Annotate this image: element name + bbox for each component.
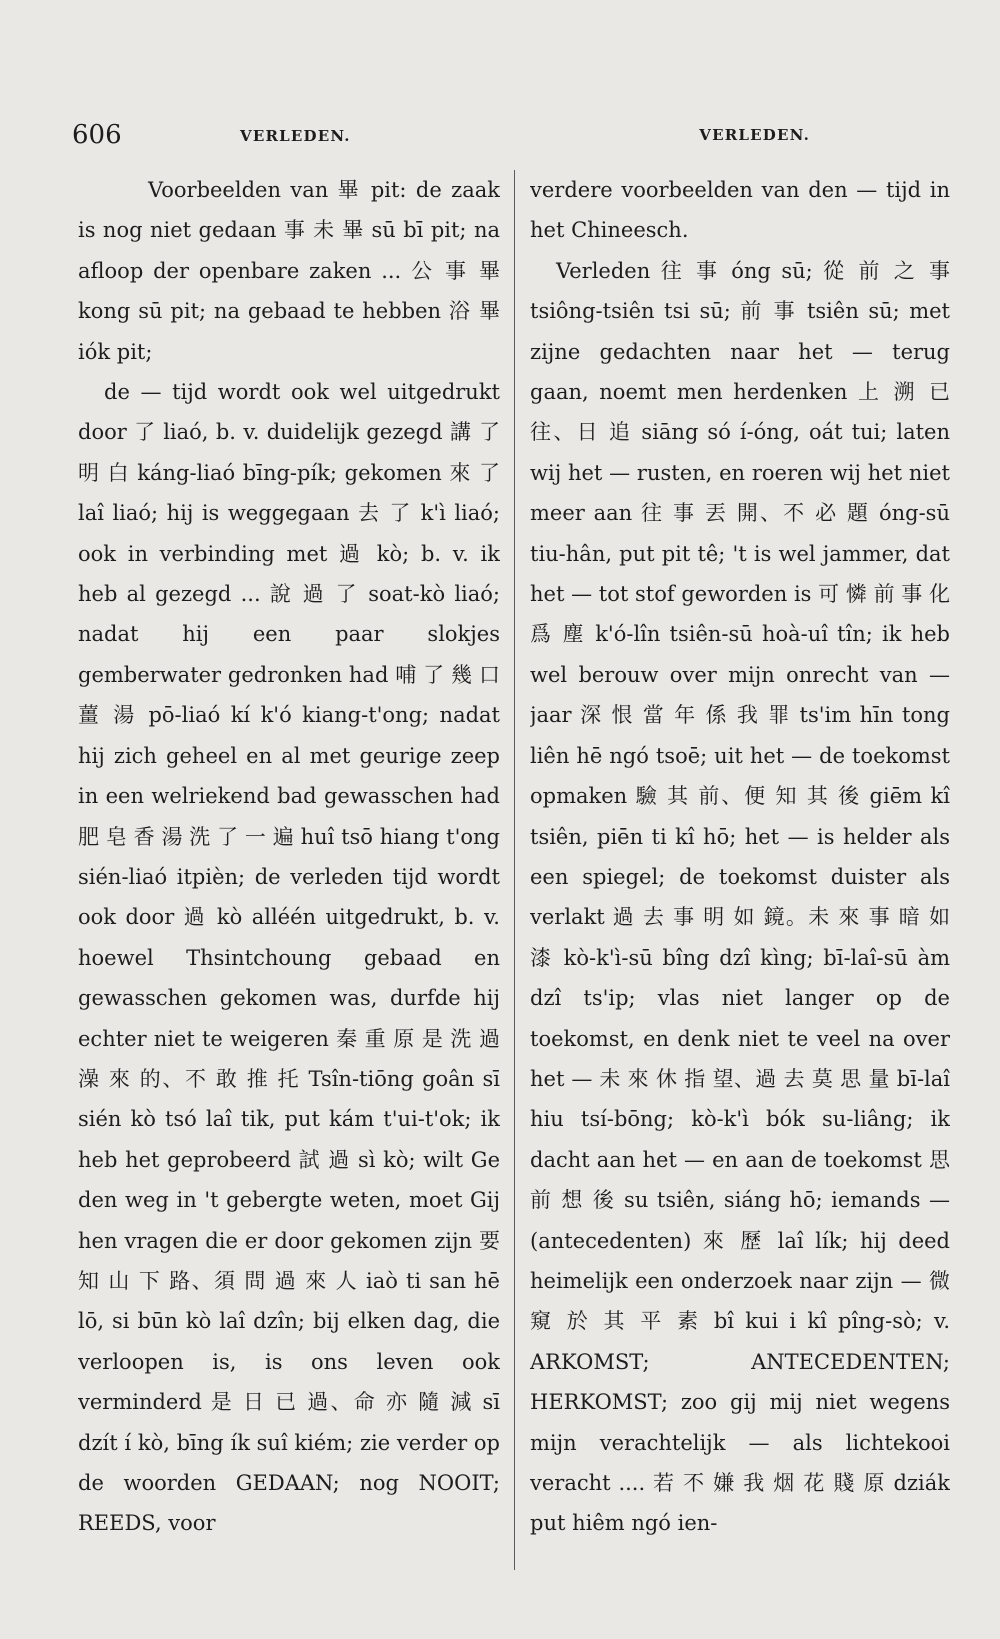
left-paragraph-2: de — tijd wordt ook wel uitgedrukt door 了 liaó, b. v. duidelijk gezegd 講 了 明 白 káng-liaó bīng-pík; gekomen 來 了 laî liaó; hij is weggegaan 去 了 k'ì liaó; ook in verbinding met 過 kò; b. v. ik heb al gezegd ... 說 過 了 soat-kò liaó; nadat hij een paar slokjes gemberwater gedronken had 哺 了 幾 口 薑 湯 pō-liaó kí k'ó kiang-t'ong; nadat hij zich geheel en al met geurige zeep in een welriekend bad gewasschen had 肥 皂 香 湯 洗 了 一 遍 huî tsō hiang t'ong sién-liaó itpièn; de verleden tijd wordt ook door 過 kò alléén uitgedrukt, b. v. hoewel Thsintchoung gebaad en gewasschen gekomen was, durfde hij echter niet te weigeren 秦 重 原 是 洗 過 澡 來 的、不 敢 推 托 Tsîn-tiōng goân sī sién kò tsó laî tik, put kám t'ui-t'ok; ik heb het geprobeerd 試 過 sì kò; wilt Ge den weg in 't gebergte weten, moet Gij hen vragen die er door gekomen zijn 要 知 山 下 路、須 問 過 來 人 iaò ti san hē lō, si būn kò laî dzîn; bij elken dag, die verloopen is, is ons leven ook verminderd 是 日 已 過、命 亦 隨 減 sī dzít í kò, bīng ík suî kiém; zie verder op de woorden GEDAAN; nog NOOIT; REEDS, voor [78,380,500,1536]
running-title-left: VERLEDEN. [240,127,351,145]
right-column [530,170,950,1570]
left-column [78,170,500,1570]
page-number: 606 [72,120,122,150]
running-title-right: VERLEDEN. [699,126,810,144]
page-header [72,120,810,160]
column-divider [514,170,515,1570]
right-paragraph-2: Verleden 往 事 óng sū; 從 前 之 事 tsiông-tsiên tsi sū; 前 事 tsiên sū; met zijne gedachten naar het — terug gaan, noemt men herdenken 上 溯 已 往、日 追 siāng só í-óng, oát tui; laten wij het — rusten, en roeren wij het niet meer aan 往 事 丟 開、不 必 題 óng-sū tiu-hân, put pit tê; 't is wel jammer, dat het — tot stof geworden is 可 憐 前 事 化 爲 塵 k'ó-lîn tsiên-sū hoà-uî tîn; ik heb wel berouw over mijn onrecht van — jaar 深 恨 當 年 係 我 罪 ts'im hīn tong liên hē ngó tsoē; uit het — de toekomst opmaken 驗 其 前、便 知 其 後 giēm kî tsiên, piēn ti kî hō; het — is helder als een spiegel; de toekomst duister als verlakt 過 去 事 明 如 鏡。未 來 事 暗 如 漆 kò-k'ì-sū bîng dzî kìng; bī-laî-sū àm dzî ts'ip; vlas niet langer op de toekomst, en denk niet te veel na over het — 未 來 休 指 望、過 去 莫 思 量 bī-laî hiu tsí-bōng; kò-k'ì bók su-liâng; ik dacht aan het — en aan de toekomst 思 前 想 後 su tsiên, siáng hō; iemands — (antecedenten) 來 歷 laî lík; hij deed heimelijk een onderzoek naar zijn — 微 窺 於 其 平 素 bî kui i kî pîng-sò; v. ARKOMST; ANTECEDENTEN; HERKOMST; zoo gij mij niet wegens mijn verachtelijk — als lichtekooi veracht .... 若 不 嫌 我 烟 花 賤 原 dziák put hiêm ngó ien- [530,258,950,1536]
left-paragraph-1: Voorbeelden van 畢 pit: de zaak is nog niet gedaan 事 未 畢 sū bī pit; na afloop der openbare zaken ... 公 事 畢 kong sū pit; na gebaad te hebben 浴 畢 iók pit; [78,178,500,364]
right-paragraph-1: verdere voorbeelden van den — tijd in het Chineesch. [530,178,950,243]
